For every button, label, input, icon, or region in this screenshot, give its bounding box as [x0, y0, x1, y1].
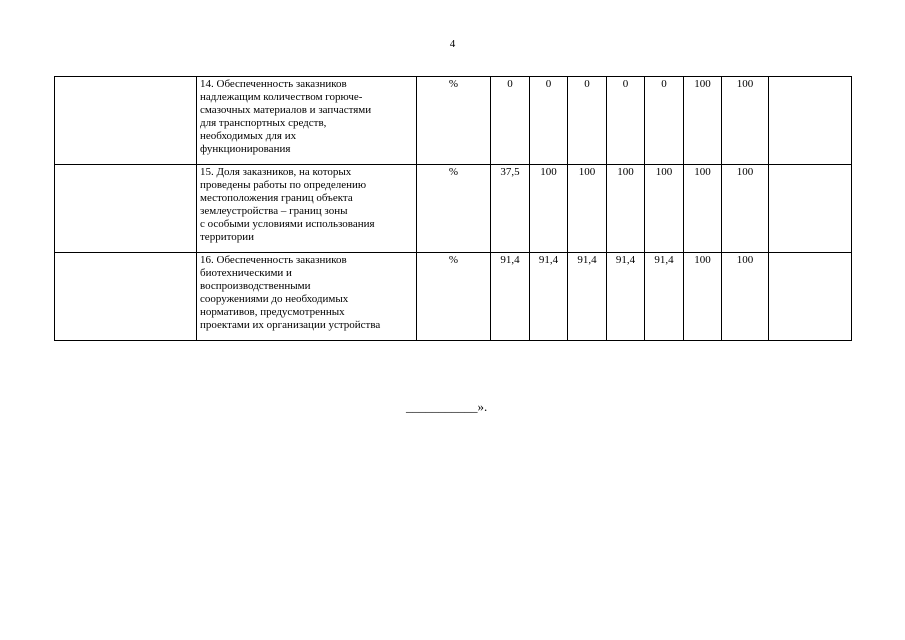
value-cell: 100	[722, 77, 769, 165]
empty-cell	[55, 253, 197, 341]
closing-mark: ___________».	[406, 399, 488, 414]
value-cell: 91,4	[530, 253, 568, 341]
value-cell: 0	[645, 77, 684, 165]
indicators-table	[54, 76, 852, 341]
value-cell: 37,5	[491, 165, 530, 253]
value-cell: 91,4	[491, 253, 530, 341]
table-row	[55, 165, 852, 253]
value-cell: 100	[684, 77, 722, 165]
value-cell: 100	[684, 253, 722, 341]
value-cell: 100	[530, 165, 568, 253]
note-cell	[769, 165, 852, 253]
value-cell: 91,4	[607, 253, 645, 341]
page-number: 4	[449, 38, 456, 50]
value-cell: 100	[568, 165, 607, 253]
empty-cell	[55, 165, 197, 253]
value-cell: 100	[684, 165, 722, 253]
note-cell	[769, 77, 852, 165]
value-cell: 0	[568, 77, 607, 165]
value-cell: 100	[645, 165, 684, 253]
unit-cell: %	[417, 165, 491, 253]
unit-cell: %	[417, 253, 491, 341]
indicator-name: 16. Обеспеченность заказников биотехническими и воспроизводственными сооружениями до необходимых нормативов, предусмотренных проектами их организации устройства	[197, 253, 417, 341]
value-cell: 0	[530, 77, 568, 165]
indicator-name: 15. Доля заказников, на которых проведены работы по определению местоположения границ объекта землеустройства – границ зоны с особыми условиями использования территории	[197, 165, 417, 253]
value-cell: 91,4	[645, 253, 684, 341]
indicator-name: 14. Обеспеченность заказников надлежащим количеством горюче- смазочных материалов и запчастями для транспортных средств, необходимых для их функционирования	[197, 77, 417, 165]
table-row	[55, 77, 852, 165]
value-cell: 91,4	[568, 253, 607, 341]
value-cell: 0	[607, 77, 645, 165]
table-row	[55, 253, 852, 341]
value-cell: 100	[607, 165, 645, 253]
empty-cell	[55, 77, 197, 165]
note-cell	[769, 253, 852, 341]
value-cell: 0	[491, 77, 530, 165]
value-cell: 100	[722, 165, 769, 253]
value-cell: 100	[722, 253, 769, 341]
unit-cell: %	[417, 77, 491, 165]
